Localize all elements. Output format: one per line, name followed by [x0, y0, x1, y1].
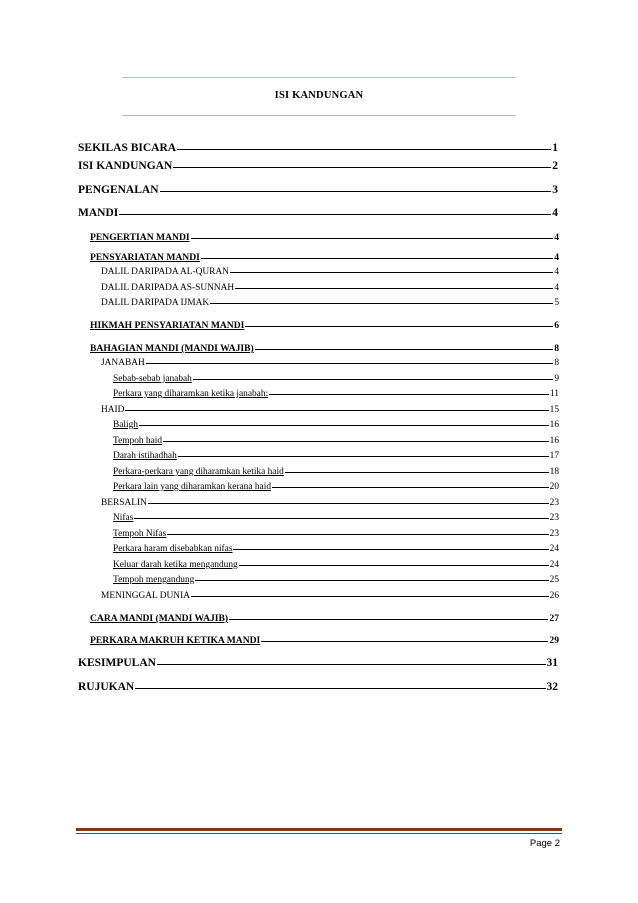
toc-entry-pengertian-mandi[interactable]	[90, 232, 559, 243]
toc-entry-page: 5	[554, 298, 559, 308]
toc-leader	[245, 326, 553, 327]
toc-entry-page: 4	[554, 232, 559, 243]
toc-entry-page: 11	[549, 389, 559, 399]
toc-entry-dalil-as-sunnah[interactable]	[101, 283, 559, 293]
toc-entry-hikmah-pensyariatan-mandi[interactable]	[90, 320, 559, 331]
toc-leader	[139, 425, 549, 426]
toc-entry-label: Perkara yang diharamkan ketika janabah:	[113, 389, 269, 399]
toc-leader	[195, 580, 548, 581]
toc-leader	[233, 549, 548, 550]
toc-entry-isi-kandungan[interactable]	[78, 160, 558, 172]
toc-leader	[135, 688, 545, 689]
toc-entry-dalil-al-quran[interactable]	[101, 267, 559, 277]
toc-entry-page: 4	[554, 283, 559, 293]
toc-entry-page: 6	[554, 320, 559, 331]
toc-leader	[261, 641, 548, 642]
toc-leader	[201, 258, 553, 259]
toc-entry-label: DALIL DARIPADA AS-SUNNAH	[101, 283, 235, 293]
toc-entry-label: Tempoh Nifas	[113, 529, 167, 539]
toc-entry-dalil-ijmak[interactable]	[101, 298, 559, 308]
toc-entry-label: JANABAH	[101, 358, 145, 368]
toc-entry-label: BERSALIN	[101, 498, 147, 508]
toc-entry-page: 26	[549, 591, 559, 601]
toc-entry-page: 20	[549, 482, 559, 492]
toc-leader	[177, 149, 551, 150]
toc-entry-label: PENGENALAN	[78, 184, 159, 196]
toc-entry-kesimpulan[interactable]	[78, 657, 558, 669]
toc-leader	[148, 503, 549, 504]
toc-entry-page: 3	[552, 184, 558, 196]
toc-entry-label: Darah istihadhah	[113, 451, 177, 461]
toc-leader	[160, 191, 552, 192]
toc-entry-page: 23	[549, 529, 559, 539]
toc-entry-keluar-darah-mengandung[interactable]	[113, 560, 559, 570]
toc-leader	[163, 441, 549, 442]
title-top-rule	[122, 77, 516, 78]
toc-leader	[146, 363, 554, 364]
toc-entry-label: DALIL DARIPADA AL-QURAN	[101, 267, 229, 277]
toc-entry-label: Tempoh haid	[113, 436, 163, 446]
toc-entry-tempoh-haid[interactable]	[113, 436, 559, 446]
toc-entry-label: MENINGGAL DUNIA	[101, 591, 190, 601]
toc-entry-perkara-diharamkan-haid[interactable]	[113, 467, 559, 477]
toc-leader	[125, 410, 548, 411]
toc-leader	[269, 394, 549, 395]
toc-entry-bersalin[interactable]	[101, 498, 559, 508]
footer-rule	[76, 828, 562, 831]
toc-leader	[210, 303, 553, 304]
toc-entry-label: Tempoh mengandung	[113, 575, 195, 585]
toc-entry-tempoh-mengandung[interactable]	[113, 575, 559, 585]
toc-entry-label: KESIMPULAN	[78, 657, 156, 669]
toc-leader	[193, 379, 553, 380]
toc-entry-page: 31	[546, 657, 558, 669]
toc-leader	[229, 619, 548, 620]
toc-entry-page: 25	[549, 575, 559, 585]
page-number: Page 2	[529, 838, 560, 849]
toc-entry-page: 24	[549, 544, 559, 554]
toc-leader	[191, 596, 549, 597]
toc-entry-label: PENSYARIATAN MANDI	[90, 252, 200, 263]
toc-leader	[167, 534, 548, 535]
toc-entry-label: Perkara lain yang diharamkan kerana haid	[113, 482, 272, 492]
toc-entry-label: Keluar darah ketika mengandung	[113, 560, 238, 570]
toc-entry-page: 2	[552, 160, 558, 172]
toc-entry-label: MANDI	[78, 207, 119, 219]
toc-leader	[235, 288, 553, 289]
toc-entry-label: PERKARA MAKRUH KETIKA MANDI	[90, 635, 261, 646]
toc-entry-bahagian-mandi[interactable]	[90, 343, 559, 354]
toc-leader	[255, 349, 553, 350]
toc-entry-page: 32	[546, 681, 558, 693]
toc-entry-page: 8	[554, 358, 559, 368]
toc-entry-label: Perkara haram disebabkan nifas	[113, 544, 233, 554]
toc-entry-label: ISI KANDUNGAN	[78, 160, 173, 172]
toc-entry-page: 24	[549, 560, 559, 570]
toc-leader	[119, 214, 551, 215]
toc-entry-mandi[interactable]	[78, 207, 558, 219]
toc-entry-perkara-lain-haid[interactable]	[113, 482, 559, 492]
toc-entry-page: 1	[552, 142, 558, 154]
toc-leader	[157, 664, 546, 665]
toc-entry-label: Nifas	[113, 513, 134, 523]
toc-entry-page: 18	[549, 467, 559, 477]
toc-entry-haid[interactable]	[101, 405, 559, 415]
toc-entry-page: 9	[554, 374, 559, 384]
toc-entry-baligh[interactable]	[113, 420, 559, 430]
toc-entry-sekilas-bicara[interactable]	[78, 142, 558, 154]
toc-entry-page: 29	[549, 635, 559, 646]
toc-entry-label: HIKMAH PENSYARIATAN MANDI	[90, 320, 245, 331]
toc-entry-cara-mandi[interactable]	[90, 613, 559, 624]
toc-entry-pensyariatan-mandi[interactable]	[90, 252, 559, 263]
toc-entry-page: 27	[549, 613, 559, 624]
toc-entry-page: 8	[554, 343, 559, 354]
toc-entry-page: 4	[552, 207, 558, 219]
toc-leader	[173, 167, 551, 168]
toc-entry-page: 23	[549, 513, 559, 523]
toc-entry-page: 16	[549, 420, 559, 430]
toc-entry-label: HAID	[101, 405, 125, 415]
toc-entry-label: BAHAGIAN MANDI (MANDI WAJIB)	[90, 343, 254, 354]
toc-entry-label: RUJUKAN	[78, 681, 135, 693]
toc-leader	[272, 487, 549, 488]
toc-entry-sebab-sebab-janabah[interactable]	[113, 374, 559, 384]
toc-entry-page: 17	[549, 451, 559, 461]
toc-entry-pengenalan[interactable]	[78, 184, 558, 196]
toc-leader	[191, 238, 554, 239]
toc-entry-perkara-diharamkan-janabah[interactable]	[113, 389, 559, 399]
toc-entry-perkara-makruh[interactable]	[90, 635, 559, 646]
toc-entry-label: SEKILAS BICARA	[78, 142, 177, 154]
page-title: ISI KANDUNGAN	[274, 90, 364, 101]
toc-entry-janabah[interactable]	[101, 358, 559, 368]
toc-entry-meninggal-dunia[interactable]	[101, 591, 559, 601]
toc-entry-label: Perkara-perkara yang diharamkan ketika haid	[113, 467, 284, 477]
footer-rule-thin	[76, 833, 562, 834]
toc-entry-page: 15	[549, 405, 559, 415]
toc-entry-label: Baligh	[113, 420, 138, 430]
toc-leader	[285, 472, 549, 473]
toc-entry-tempoh-nifas[interactable]	[113, 529, 559, 539]
toc-entry-rujukan[interactable]	[78, 681, 558, 693]
toc-entry-page: 23	[549, 498, 559, 508]
toc-entry-label: CARA MANDI (MANDI WAJIB)	[90, 613, 229, 624]
toc-leader	[134, 518, 548, 519]
toc-entry-label: DALIL DARIPADA IJMAK	[101, 298, 210, 308]
toc-entry-page: 4	[554, 252, 559, 263]
toc-leader	[178, 456, 549, 457]
toc-entry-nifas[interactable]	[113, 513, 559, 523]
toc-entry-page: 16	[549, 436, 559, 446]
toc-entry-label: Sebab-sebab janabah	[113, 374, 192, 384]
toc-entry-page: 4	[554, 267, 559, 277]
toc-entry-label: PENGERTIAN MANDI	[90, 232, 190, 243]
toc-leader	[239, 565, 549, 566]
toc-entry-perkara-haram-nifas[interactable]	[113, 544, 559, 554]
title-bottom-rule	[122, 115, 516, 116]
toc-leader	[230, 272, 553, 273]
toc-entry-darah-istihadhah[interactable]	[113, 451, 559, 461]
